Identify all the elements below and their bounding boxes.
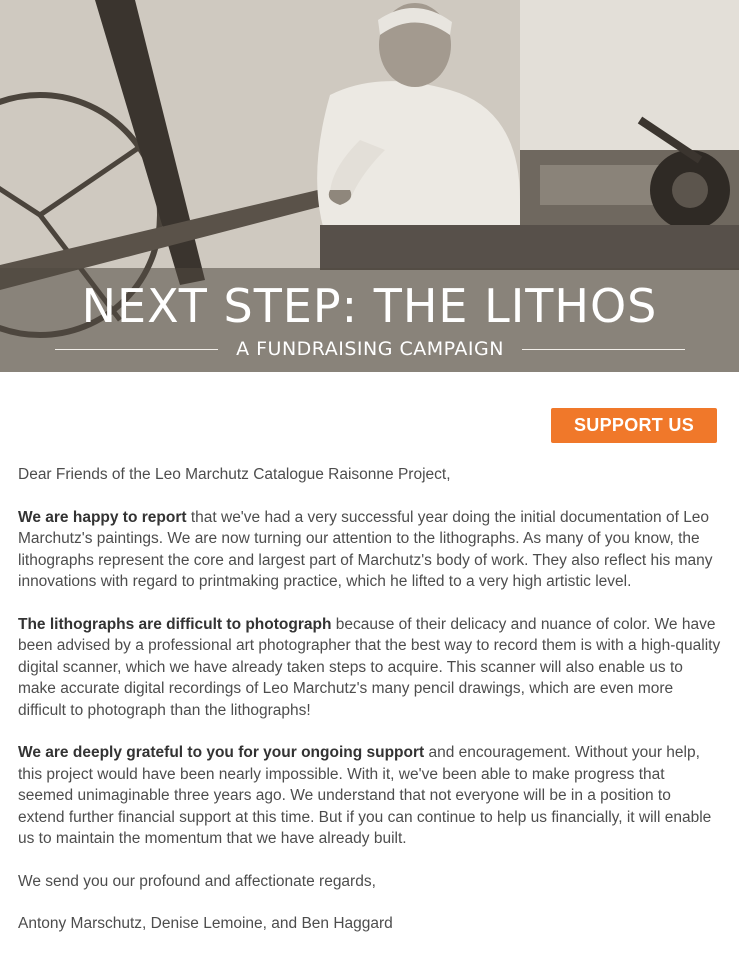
paragraph-1-lead: We are happy to report [18,508,187,526]
letter-paragraph-2 [18,614,721,722]
letter-signature: Antony Marschutz, Denise Lemoine, and Ben Haggard [18,915,393,932]
cta-row [0,372,739,464]
letter-closing: We send you our profound and affectionate regards, [18,872,376,890]
paragraph-2-text: because of their delicacy and nuance of color. We have been advised by a professional art photographer that the best way to record them is with a high-quality digital scanner, which we have already taken steps to acquire. This scanner will also enable us to make accurate digital recordings of Leo Marchutz's many pencil drawings, which are even more difficult to photograph than the lithographs! [18,615,721,719]
hero-divider-left [55,349,218,350]
hero-title: NEXT STEP: THE LITHOS [81,279,658,333]
letter-paragraph-1 [18,507,721,593]
paragraph-2-lead: The lithographs are difficult to photograph [18,615,332,633]
hero-subtitle: A FUNDRAISING CAMPAIGN [236,338,504,360]
paragraph-1-text: that we've had a very successful year doing the initial documentation of Leo Marchutz's paintings. We are now turning our attention to the lithographs. As many of you know, the lithographs represent the core and largest part of Marchutz's body of work. They also reflect his many innovations with regard to printmaking practice, which he lifted to a very high artistic level. [18,508,713,590]
letter-greeting: Dear Friends of the Leo Marchutz Catalogue Raisonne Project, [18,466,451,483]
support-us-button[interactable]: SUPPORT US [551,408,717,443]
hero-banner [0,0,739,372]
hero-subtitle-row [55,336,685,362]
paragraph-3-text: and encouragement. Without your help, this project would have been nearly impossible. With it, we've been able to make progress that seemed unimaginable three years ago. We understand that not everyone will be in a position to extend further financial support at this time. But if you can continue to help us financially, it will enable us to maintain the momentum that we have already built. [18,744,712,847]
letter-body [0,464,739,935]
paragraph-3-lead: We are deeply grateful to you for your ongoing support [18,744,425,761]
letter-paragraph-3 [18,742,721,850]
hero-divider-right [522,349,685,350]
